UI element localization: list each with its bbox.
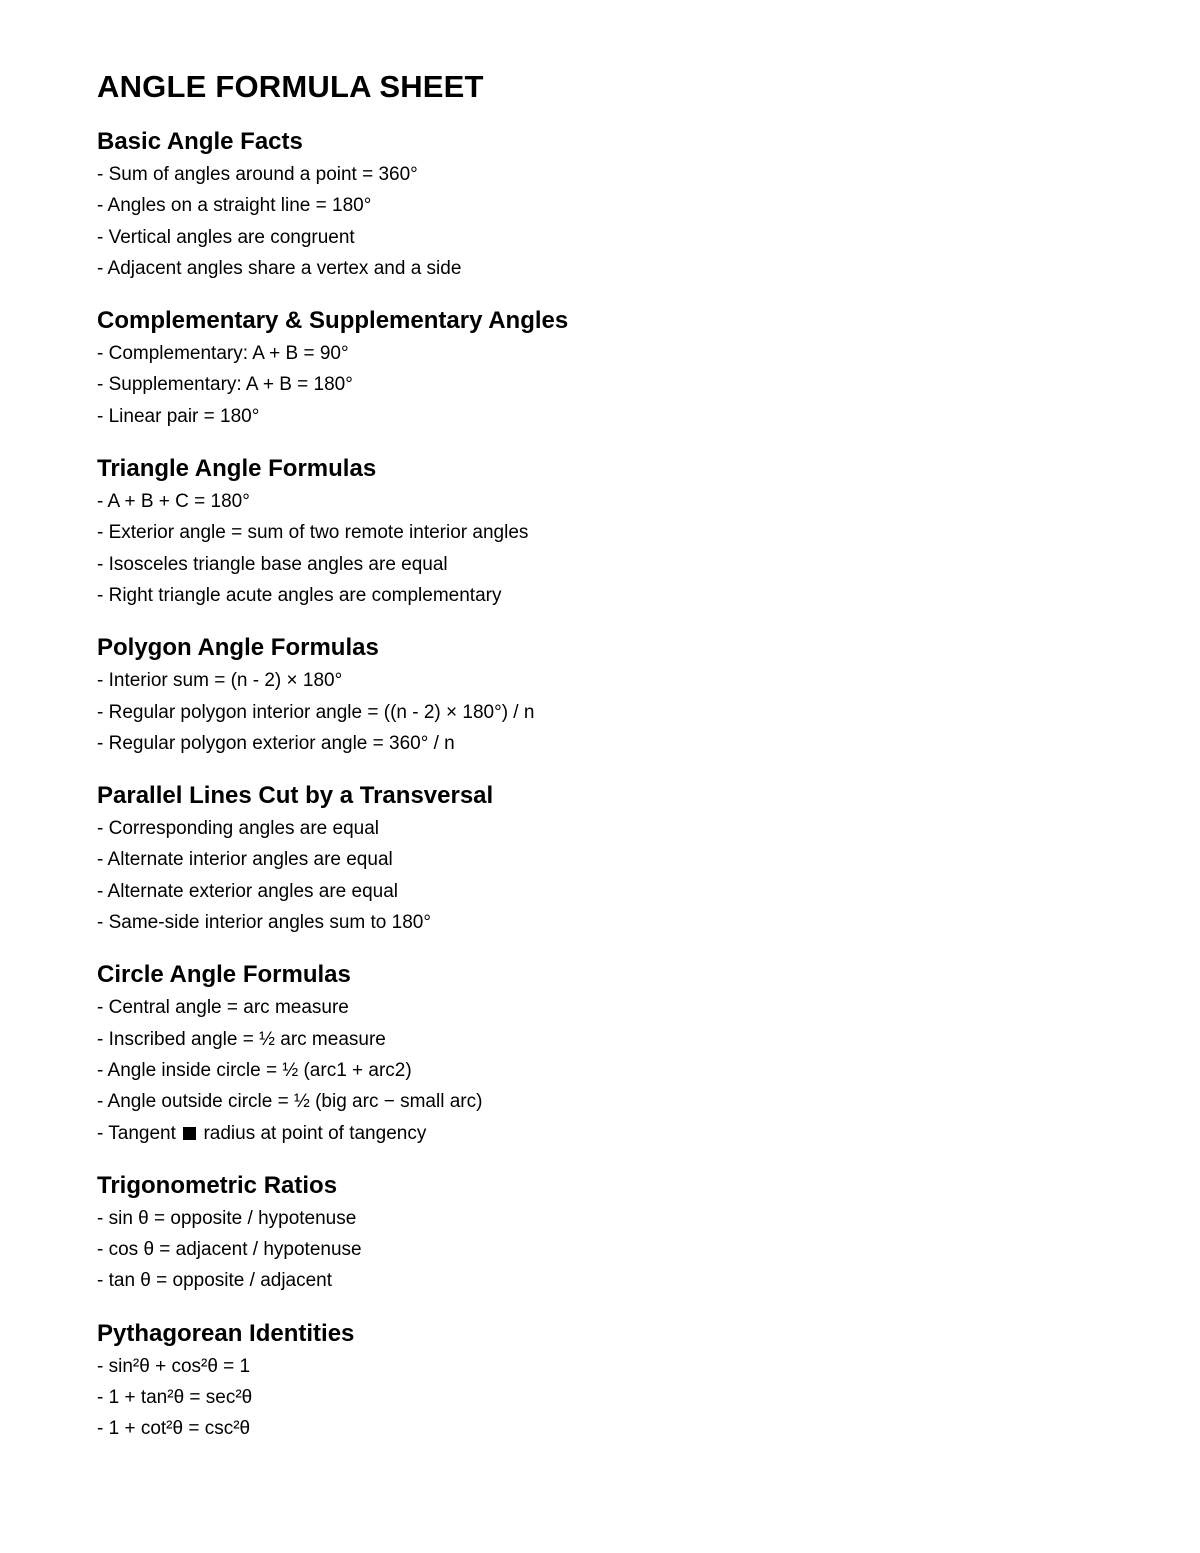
formula-sheet-page [97, 68, 1097, 1466]
section-heading: Basic Angle Facts [97, 128, 303, 155]
list-item: - A + B + C = 180° [97, 491, 250, 513]
list-item: - Supplementary: A + B = 180° [97, 374, 353, 396]
section-triangle-angle-formulas [97, 453, 1097, 611]
perpendicular-symbol-icon [183, 1127, 196, 1140]
section-pythagorean-identities [97, 1318, 1097, 1445]
section-trigonometric-ratios [97, 1170, 1097, 1297]
list-item: - Regular polygon exterior angle = 360° / n [97, 732, 455, 754]
section-parallel-lines [97, 780, 1097, 938]
list-item: - Angle inside circle = ½ (arc1 + arc2) [97, 1059, 412, 1081]
list-item: - Linear pair = 180° [97, 405, 260, 427]
section-heading: Triangle Angle Formulas [97, 455, 377, 483]
section-heading: Polygon Angle Formulas [97, 634, 379, 662]
list-item-tangent [97, 1118, 1097, 1149]
list-item: - Adjacent angles share a vertex and a side [97, 257, 462, 279]
list-item: - Corresponding angles are equal [97, 818, 380, 840]
list-item: - 1 + cot²θ = csc²θ [97, 1418, 251, 1440]
section-circle-angle-formulas [97, 959, 1097, 1148]
section-heading: Trigonometric Ratios [97, 1171, 338, 1199]
list-item: - Interior sum = (n - 2) × 180° [97, 670, 343, 692]
section-heading: Complementary & Supplementary Angles [97, 307, 569, 335]
tangent-text-after: radius at point of tangency [203, 1122, 427, 1144]
section-complementary-supplementary [97, 305, 1097, 432]
list-item: - Angles on a straight line = 180° [97, 195, 372, 217]
list-item: - Sum of angles around a point = 360° [97, 164, 418, 185]
list-item: - sin θ = opposite / hypotenuse [97, 1207, 357, 1229]
section-heading: Parallel Lines Cut by a Transversal [97, 782, 494, 810]
list-item: - tan θ = opposite / adjacent [97, 1270, 333, 1292]
list-item: - sin²θ + cos²θ = 1 [97, 1355, 251, 1377]
list-item: - 1 + tan²θ = sec²θ [97, 1387, 253, 1409]
list-item: - Complementary: A + B = 90° [97, 343, 349, 365]
section-heading: Pythagorean Identities [97, 1319, 355, 1347]
list-item: - Exterior angle = sum of two remote interior angles [97, 522, 529, 544]
list-item: - Isosceles triangle base angles are equal [97, 553, 448, 575]
page-title: ANGLE FORMULA SHEET [97, 69, 484, 104]
list-item: - Angle outside circle = ½ (big arc − small arc) [97, 1091, 483, 1113]
list-item: - Central angle = arc measure [97, 997, 349, 1019]
list-item: - Vertical angles are congruent [97, 226, 355, 248]
list-item: - Alternate exterior angles are equal [97, 880, 399, 902]
list-item: - Regular polygon interior angle = ((n - 2) × 180°) / n [97, 701, 535, 723]
section-polygon-angle-formulas [97, 632, 1097, 759]
list-item: - Inscribed angle = ½ arc measure [97, 1028, 386, 1050]
section-heading: Circle Angle Formulas [97, 961, 351, 989]
section-basic-angle-facts [97, 126, 1097, 284]
list-item: - cos θ = adjacent / hypotenuse [97, 1239, 362, 1261]
list-item: - Same-side interior angles sum to 180° [97, 912, 431, 934]
list-item: - Alternate interior angles are equal [97, 849, 393, 871]
tangent-text-before: - Tangent [97, 1122, 176, 1144]
list-item: - Right triangle acute angles are complementary [97, 584, 502, 606]
